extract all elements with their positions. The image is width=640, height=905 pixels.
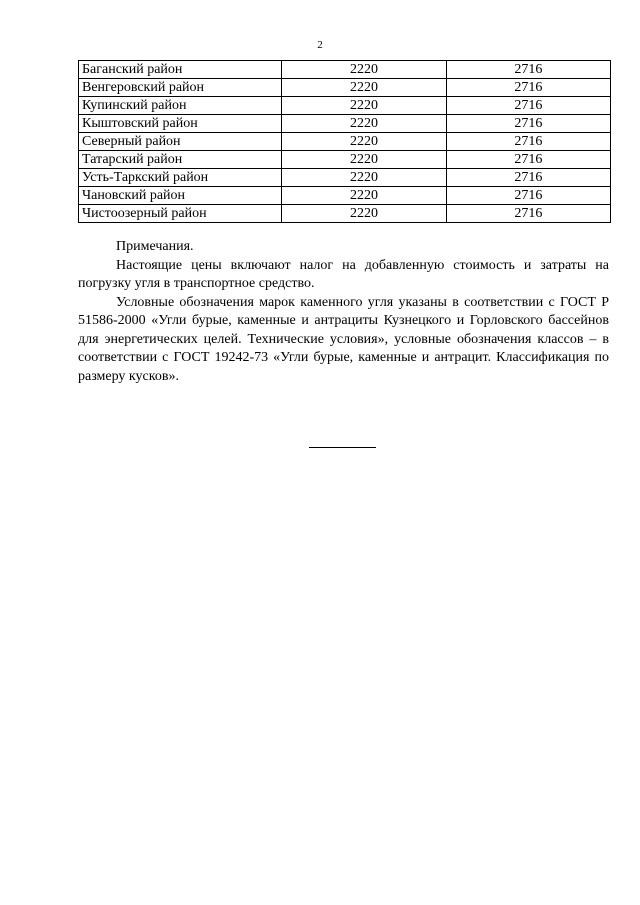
table-row	[79, 115, 611, 133]
page-number: 2	[317, 39, 323, 51]
price-a-cell: 2220	[282, 115, 446, 133]
end-separator-line	[309, 447, 376, 448]
price-a-cell: 2220	[282, 205, 446, 223]
price-b-cell: 2716	[446, 169, 610, 187]
table-row	[79, 151, 611, 169]
price-a-cell: 2220	[282, 79, 446, 97]
price-b-cell: 2716	[446, 205, 610, 223]
price-b-cell: 2716	[446, 61, 610, 79]
district-cell: Чановский район	[79, 187, 282, 205]
price-table	[78, 60, 611, 223]
price-a-cell: 2220	[282, 169, 446, 187]
price-a-cell: 2220	[282, 97, 446, 115]
notes-paragraph-vat: Настоящие цены включают налог на добавленную стоимость и затраты на погрузку угля в транспортное средство.	[78, 257, 609, 291]
price-a-cell: 2220	[282, 133, 446, 151]
table-row	[79, 133, 611, 151]
district-cell: Кыштовский район	[79, 115, 282, 133]
district-cell: Баганский район	[79, 61, 282, 79]
table-row	[79, 97, 611, 115]
district-cell: Татарский район	[79, 151, 282, 169]
table-row	[79, 79, 611, 97]
price-a-cell: 2220	[282, 151, 446, 169]
table-row	[79, 61, 611, 79]
district-cell: Усть-Таркский район	[79, 169, 282, 187]
price-b-cell: 2716	[446, 79, 610, 97]
price-b-cell: 2716	[446, 97, 610, 115]
price-table-body	[79, 61, 611, 223]
price-a-cell: 2220	[282, 61, 446, 79]
district-cell: Северный район	[79, 133, 282, 151]
district-cell: Чистоозерный район	[79, 205, 282, 223]
notes-heading: Примечания.	[116, 239, 194, 254]
price-b-cell: 2716	[446, 115, 610, 133]
price-b-cell: 2716	[446, 187, 610, 205]
district-cell: Венгеровский район	[79, 79, 282, 97]
table-row	[79, 169, 611, 187]
table-row	[79, 187, 611, 205]
table-row	[79, 205, 611, 223]
notes-section	[78, 238, 609, 386]
price-a-cell: 2220	[282, 187, 446, 205]
notes-paragraph-gost: Условные обозначения марок каменного угля указаны в соответствии с ГОСТ Р 51586-2000 «Угли бурые, каменные и антрациты Кузнецкого и Горловского бассейнов для энергетических целей. Технические условия», условные обозначения классов – в соответствии с ГОСТ 19242-73 «Угли бурые, каменные и антрацит. Классификация по размеру кусков».	[78, 294, 609, 384]
price-b-cell: 2716	[446, 133, 610, 151]
district-cell: Купинский район	[79, 97, 282, 115]
price-b-cell: 2716	[446, 151, 610, 169]
